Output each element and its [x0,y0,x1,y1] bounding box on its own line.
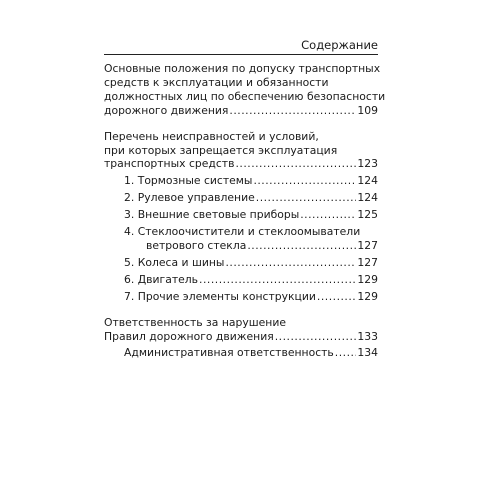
toc-entry-text: Правил дорожного движения [104,329,274,343]
page-number: 124 [357,174,378,188]
page-number: 134 [357,346,378,360]
dot-leader [235,157,356,171]
toc-entry-text: 2. Рулевое управление [124,191,255,205]
toc-subentry [124,208,378,222]
page-number: 129 [357,272,378,286]
toc-entry-text: 5. Колеса и шины [124,255,225,269]
dot-leader [256,191,357,205]
toc-entry-text-line: Перечень неисправностей и условий, [104,129,319,143]
toc-entry-last-line [104,104,378,118]
header-rule [104,54,378,55]
toc-entry-text: Административная ответственность [124,346,334,360]
toc-entry-text: 6. Двигатель [124,272,199,286]
toc-subentry [124,346,378,360]
page-number: 127 [357,255,378,269]
toc-entry-text-line: должностных лиц по обеспечению безопасности [104,89,386,103]
toc-entry-last-line [104,157,378,171]
toc-entry-last-line [104,330,378,344]
dot-leader [300,208,356,222]
toc-entry-text: транспортных средств [104,157,235,171]
toc-subentry [124,174,378,188]
toc-entry-text-line: при которых запрещается эксплуатация [104,143,338,157]
dot-leader [317,290,356,304]
running-head-title: Содержание [301,38,378,52]
dot-leader [335,346,357,360]
table-of-contents [104,62,386,366]
toc-entry-text-line: Ответственность за нарушение [104,315,287,329]
dot-leader [229,104,356,118]
page-number: 124 [357,191,378,205]
toc-subentry [124,256,378,270]
dot-leader [253,174,356,188]
dot-leader [199,273,356,287]
dot-leader [247,239,356,253]
toc-section-3 [104,316,378,361]
toc-entry-text-line: средств к эксплуатации и обязанности [104,75,329,89]
toc-entry-text-line: Основные положения по допуску транспортных [104,62,381,75]
toc-entry-text: дорожного движения [104,103,229,117]
toc-entry-text: 3. Внешние световые приборы [124,208,300,222]
toc-subsection-list [124,346,378,360]
dot-leader [225,256,356,270]
page-number: 123 [357,157,378,171]
toc-subentry [124,273,378,287]
toc-section-1 [104,62,386,118]
toc-subentry [124,290,378,304]
toc-entry-text-line: 4. Стеклоочистители и стеклоомыватели [124,225,361,239]
toc-section-2 [104,130,378,304]
dot-leader [275,330,357,344]
page-number: 129 [357,289,378,303]
page-number: 125 [357,208,378,222]
toc-entry-text: ветрового стекла [146,238,247,252]
page-number: 127 [357,238,378,252]
page-number: 133 [357,329,378,343]
page-number: 109 [357,103,378,117]
toc-subsection-list [124,174,378,303]
toc-subentry [124,239,378,253]
toc-subentry [124,191,378,205]
toc-entry-text: 7. Прочие элементы конструкции [124,289,316,303]
toc-entry-text: 1. Тормозные системы [124,174,253,188]
